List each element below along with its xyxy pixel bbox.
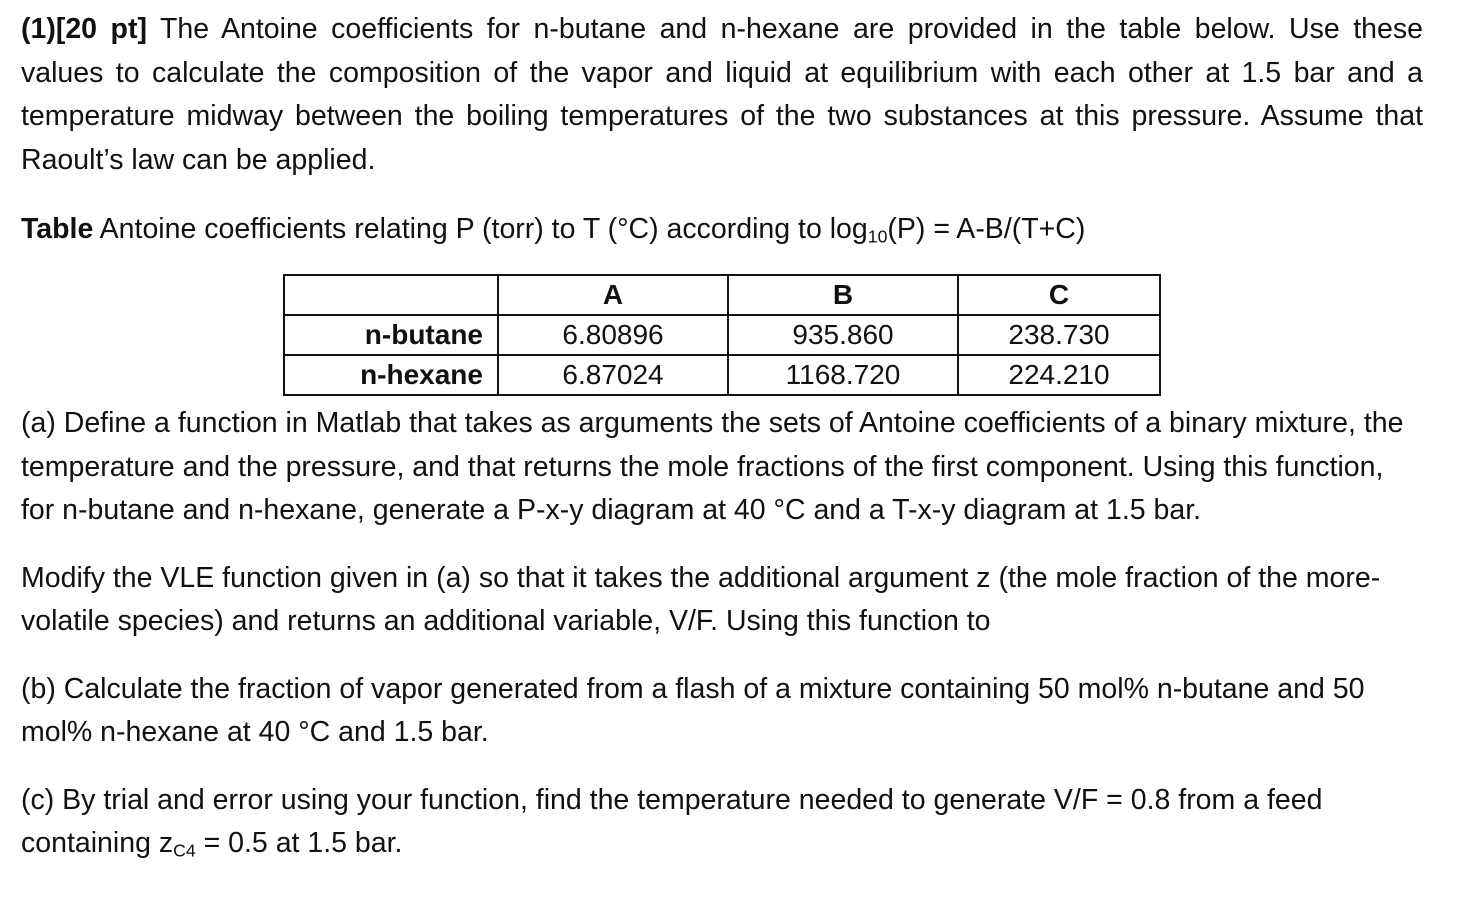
table-cell-c: 238.730 <box>958 315 1160 355</box>
part-c-text-end: = 0.5 at 1.5 bar. <box>195 827 403 859</box>
table-row-name: n-hexane <box>284 355 498 395</box>
table-header-b: B <box>728 275 958 315</box>
table-row-name: n-butane <box>284 315 498 355</box>
part-b-text: (b) Calculate the fraction of vapor generated from a flash of a mixture containing 50 mol% n-butane and 50 mol% n-hexane at 40 °C and 1.5 bar. <box>21 672 1365 748</box>
table-caption-equation: (P) = A-B/(T+C) <box>887 213 1086 245</box>
table-caption-label: Table <box>21 213 94 245</box>
part-c-text-main: (c) By trial and error using your function, find the temperature needed to generate V/F = 0.8 from a feed containing z <box>21 783 1323 859</box>
table-header-a: A <box>498 275 728 315</box>
problem-intro <box>21 8 1423 182</box>
table-cell-c: 224.210 <box>958 355 1160 395</box>
problem-parts <box>21 402 1423 866</box>
table-row <box>284 315 1160 355</box>
modify-instruction-text: Modify the VLE function given in (a) so that it takes the additional argument z (the mole fraction of the more-volatile species) and returns an additional variable, V/F. Using this function to <box>21 561 1381 637</box>
table-header-blank <box>284 275 498 315</box>
table-caption-text: Antoine coefficients relating P (torr) to T (°C) according to log <box>93 213 868 245</box>
part-c-text <box>21 779 1423 866</box>
table-cell-b: 1168.720 <box>728 355 958 395</box>
antoine-coefficients-table <box>283 274 1161 396</box>
table-cell-a: 6.80896 <box>498 315 728 355</box>
problem-page <box>21 8 1423 861</box>
table-cell-b: 935.860 <box>728 315 958 355</box>
table-header-c: C <box>958 275 1160 315</box>
table-row <box>284 355 1160 395</box>
problem-number: (1)[20 pt] <box>21 13 147 45</box>
table-caption-subscript: 10 <box>867 226 888 247</box>
problem-intro-text: The Antoine coefficients for n-butane and n-hexane are provided in the table below. Use these values to calculate the composition of the vapor and liquid at equilibrium with each other at 1.5 bar and a temperature midway between the boiling temperatures of the two substances at this pressure. Assume that Raoult’s law can be applied. <box>21 13 1423 176</box>
table-header-row <box>284 275 1160 315</box>
part-a-text: (a) Define a function in Matlab that takes as arguments the sets of Antoine coefficients of a binary mixture, the temperature and the pressure, and that returns the mole fractions of the first component. Using this function, for n-butane and n-hexane, generate a P-x-y diagram at 40 °C and a T-x-y diagram at 1.5 bar. <box>21 407 1404 526</box>
table-caption <box>21 211 1085 247</box>
part-c-subscript: C4 <box>173 840 196 861</box>
table-cell-a: 6.87024 <box>498 355 728 395</box>
